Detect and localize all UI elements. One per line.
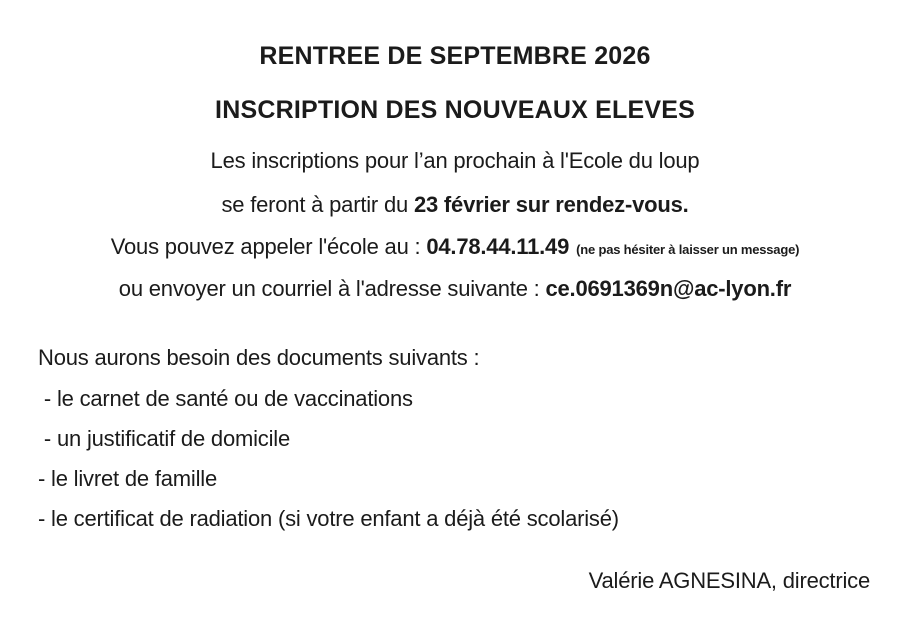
intro-line-2 <box>0 192 910 218</box>
document-item-carnet-sante: - le carnet de santé ou de vaccinations <box>38 386 413 411</box>
document-item-livret-famille: - le livret de famille <box>38 466 217 491</box>
intro-line-2-prefix: se feront à partir du <box>221 192 414 217</box>
document-item-justificatif-domicile: - un justificatif de domicile <box>38 426 291 451</box>
email-line-prefix: ou envoyer un courriel à l'adresse suivante : <box>118 276 546 301</box>
title-line-2: INSCRIPTION DES NOUVEAUX ELEVES <box>215 96 695 124</box>
email-address: ce.0691369n@ac-lyon.fr <box>545 276 792 301</box>
intro-line-1: Les inscriptions pour l’an prochain à l'Ecole du loup <box>210 148 700 173</box>
phone-line <box>0 234 910 260</box>
email-line <box>0 276 910 302</box>
documents-heading: Nous aurons besoin des documents suivants : <box>38 345 480 370</box>
signature: Valérie AGNESINA, directrice <box>588 568 870 593</box>
phone-line-prefix: Vous pouvez appeler l'école au : <box>110 234 427 259</box>
appointment-date-bold: 23 février sur rendez-vous. <box>413 192 689 217</box>
title-line-1: RENTREE DE SEPTEMBRE 2026 <box>259 42 651 70</box>
document-item-certificat-radiation: - le certificat de radiation (si votre enfant a déjà été scolarisé) <box>38 506 619 531</box>
phone-number: 04.78.44.11.49 <box>426 234 570 259</box>
phone-note: (ne pas hésiter à laisser un message) <box>576 242 800 257</box>
